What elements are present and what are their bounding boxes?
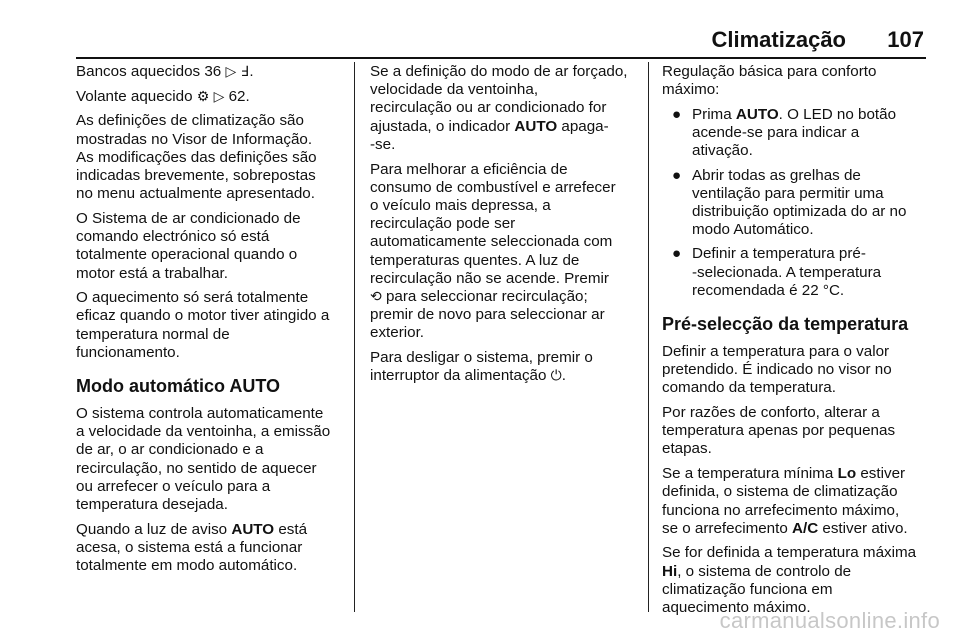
page-header	[76, 23, 926, 53]
list-item: ● Abrir todas as grelhas de ventilação para permitir uma distribuição optimizada do ar no modo Automático.	[672, 166, 907, 239]
column-divider-2	[648, 62, 649, 612]
cross-reference-icon: ▷	[213, 88, 225, 105]
steering-wheel-heater-icon: ⚙	[196, 88, 210, 105]
header-divider	[76, 57, 926, 59]
watermark: carmanualsonline.info	[719, 608, 940, 633]
recirculation-icon: ⟲	[370, 288, 382, 305]
paragraph-auto-light: Quando a luz de aviso AUTO está acesa, o sistema está a funcionar totalmente em modo automático.	[76, 520, 308, 575]
bullet-list	[662, 106, 930, 300]
bullet-icon: ●	[672, 166, 682, 184]
paragraph-max-temperature: Se for definida a temperatura máxima Hi, o sistema de controlo de climatização funciona em aquecimento máximo.	[662, 544, 917, 617]
chapter-title: Climatização	[711, 27, 846, 52]
paragraph-comfort-steps: Por razões de conforto, alterar a temperatura apenas por pequenas etapas.	[662, 404, 896, 458]
paragraph-auto-off: Se a definição do modo de ar forçado, velocidade da ventoinha, recirculação ou ar condicionado for ajustada, o indicador AUTO apaga- -se.	[370, 63, 628, 153]
paragraph-display-settings: As definições de climatização são mostradas no Visor de Informação. As modificações das definições são indicadas brevemente, sobrepostas no menu actualmente apresentado.	[76, 112, 317, 203]
bullet-icon: ●	[672, 105, 682, 123]
paragraph-recirculation: Para melhorar a eficiência de consumo de combustível e arrefecer o veículo mais depressa, a recirculação pode ser automaticamente seleccionada com temperaturas quentes. A luz de recirculação não se acende. Premir ⟲ para seleccionar recirculação; premir de novo para seleccionar ar exterior.	[370, 160, 616, 342]
paragraph-heating: O aquecimento só será totalmente eficaz quando o motor tiver atingido a temperatura normal de funcionamento.	[76, 289, 330, 361]
paragraph-set-temperature: Definir a temperatura para o valor pretendido. É indicado no visor no comando da temperatura.	[662, 342, 892, 397]
list-item: ● Prima AUTO. O LED no botão acende-se para indicar a ativação.	[672, 105, 897, 160]
column-2	[370, 63, 638, 392]
power-icon: ⏻	[550, 368, 562, 385]
section-heading-temperature-preselection: Pré-selecção da temperatura	[662, 313, 909, 334]
paragraph-basic-setting: Regulação básica para conforto máximo:	[662, 63, 877, 99]
column-1	[76, 63, 344, 582]
paragraph-power-off: Para desligar o sistema, premir o interruptor da alimentação ⏻.	[370, 349, 593, 385]
paragraph-auto-control: O sistema controla automaticamente a velocidade da ventoinha, a emissão de ar, o ar condicionado e a recirculação, no sentido de aquecer ou arrefecer o veículo para a temperatura desejada.	[76, 405, 331, 514]
paragraph-heated-steering: Volante aquecido ⚙ ▷ 62.	[76, 87, 250, 105]
cross-reference-icon: ▷	[225, 64, 237, 80]
list-item: ● Definir a temperatura pré- -selecionada. A temperatura recomendada é 22 °C.	[672, 245, 882, 299]
column-divider-1	[354, 62, 355, 612]
page-number: 107	[887, 27, 924, 52]
bullet-icon: ●	[672, 245, 682, 263]
section-heading-auto-mode: Modo automático AUTO	[76, 376, 280, 397]
paragraph-ac-system: O Sistema de ar condicionado de comando electrónico só está totalmente operacional quando o motor está a trabalhar.	[76, 209, 301, 282]
paragraph-min-temperature: Se a temperatura mínima Lo estiver definida, o sistema de climatização funciona no arrefecimento máximo, se o arrefecimento A/C estiver ativo.	[662, 465, 908, 537]
seat-heater-icon: ߃	[240, 64, 250, 80]
paragraph-heated-seats: Bancos aquecidos ߃ ▷ 36.	[76, 63, 254, 80]
column-3	[662, 63, 930, 624]
